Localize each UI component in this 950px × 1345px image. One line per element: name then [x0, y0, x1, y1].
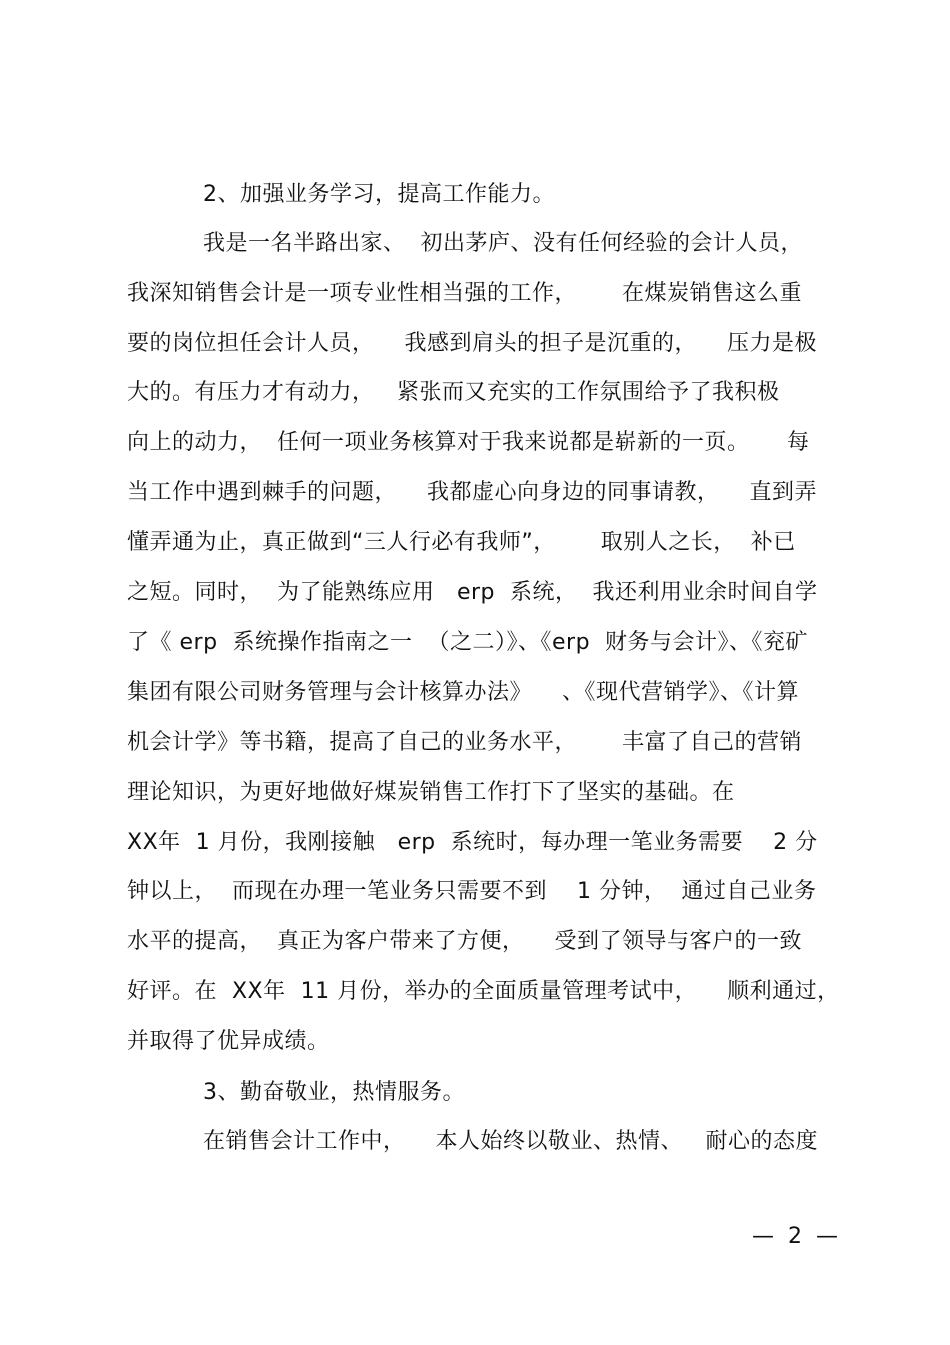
page-number: — 2 —	[752, 1224, 838, 1249]
paragraph-line: 在销售会计工作中， 本人始终以敬业、热情、 耐心的态度	[203, 1129, 818, 1154]
paragraph-line: 水平的提高， 真正为客户带来了方便， 受到了领导与客户的一致	[127, 929, 802, 954]
paragraph-line: 我是一名半路出家、 初出茅庐、没有任何经验的会计人员，	[203, 231, 803, 256]
paragraph-line: 向上的动力， 任何一项业务核算对于我来说都是崭新的一页。 每	[127, 430, 810, 455]
paragraph-line: 要的岗位担任会计人员， 我感到肩头的担子是沉重的， 压力是极	[127, 331, 817, 356]
paragraph-line: 好评。在 XX年 11 月份，举办的全面质量管理考试中， 顺利通过，	[127, 979, 840, 1004]
paragraph-line: 之短。同时， 为了能熟练应用 erp 系统， 我还利用业余时间自学	[127, 580, 818, 605]
paragraph-line: 集团有限公司财务管理与会计核算办法》 、《现代营销学》、《计算	[127, 680, 799, 705]
paragraph-line: 了《 erp 系统操作指南之一 （之二）》、《erp 财务与会计》、《兖矿	[127, 630, 809, 655]
paragraph-line: 钟以上， 而现在办理一笔业务只需要不到 1 分钟， 通过自己业务	[127, 879, 817, 904]
paragraph-line: 并取得了优异成绩。	[127, 1029, 330, 1054]
paragraph-line: 大的。有压力才有动力， 紧张而又充实的工作氛围给予了我积极	[127, 380, 780, 405]
paragraph-line: XX年 1 月份，我刚接触 erp 系统时，每办理一笔业务需要 2 分	[127, 830, 818, 855]
paragraph-line: 理论知识，为更好地做好煤炭销售工作打下了坚实的基础。在	[127, 780, 735, 805]
section-heading-2: 2、加强业务学习，提高工作能力。	[203, 182, 555, 207]
paragraph-line: 懂弄通为止，真正做到“三人行必有我师”， 取别人之长， 补已	[127, 530, 796, 555]
paragraph-line: 当工作中遇到棘手的问题， 我都虚心向身边的同事请教， 直到弄	[127, 480, 817, 505]
paragraph-line: 我深知销售会计是一项专业性相当强的工作， 在煤炭销售这么重	[127, 281, 802, 306]
paragraph-line: 机会计学》等书籍，提高了自己的业务水平， 丰富了自己的营销	[127, 730, 802, 755]
section-heading-3: 3、勤奋敬业，热情服务。	[203, 1080, 465, 1105]
